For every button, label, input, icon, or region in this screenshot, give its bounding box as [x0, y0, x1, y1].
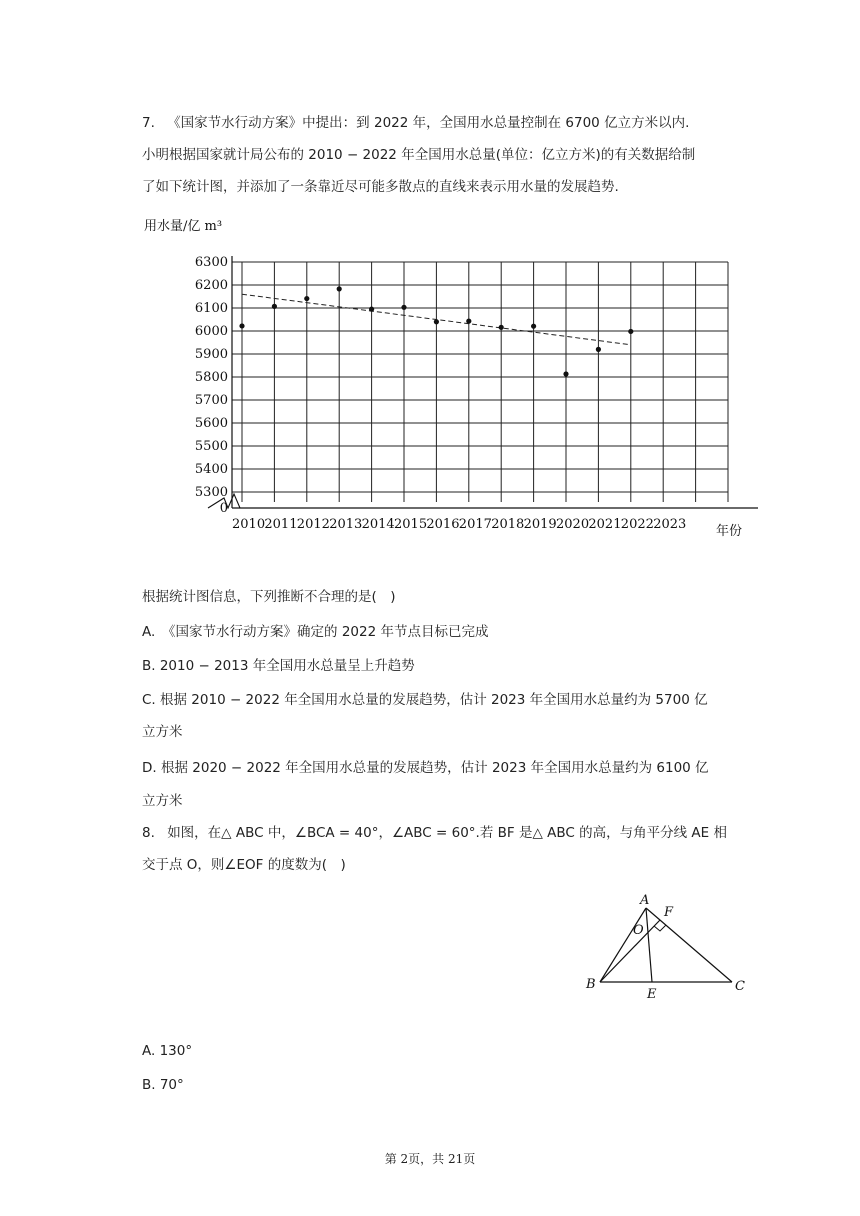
- q7-question: 根据统计图信息，下列推断不合理的是( ): [142, 589, 396, 605]
- page-footer: 第 2页，共 21页: [384, 1152, 476, 1166]
- y-tick-label: 6300: [194, 255, 228, 270]
- x-tick-label: 2015: [394, 517, 428, 532]
- q8-number: 8.: [142, 825, 155, 841]
- y-tick-label: 0: [219, 501, 228, 516]
- y-tick-labels: [195, 255, 228, 516]
- x-axis-label: 年份: [716, 524, 743, 539]
- q7-option-c-line2: 立方米: [142, 724, 183, 740]
- y-tick-label: 6200: [194, 278, 228, 293]
- data-point: [369, 307, 374, 312]
- q7-option-c-line1[interactable]: C. 根据 2010 − 2022 年全国用水总量的发展趋势，估计 2023 年全国用水总量约为 5700 亿: [142, 692, 708, 708]
- q7-option-d-line2: 立方米: [142, 793, 183, 809]
- y-tick-label: 6100: [194, 301, 228, 316]
- x-tick-label: 2012: [296, 517, 330, 532]
- q8-stem-2: 交于点 O，则∠EOF 的度数为( ): [142, 857, 346, 873]
- x-tick-label: 2016: [426, 517, 460, 532]
- q7-stem-3: 了如下统计图，并添加了一条靠近尽可能多散点的直线来表示用水量的发展趋势.: [142, 179, 619, 195]
- data-point: [401, 305, 406, 310]
- x-tick-label: 2017: [458, 517, 492, 532]
- x-tick-label: 2010: [232, 517, 266, 532]
- x-tick-label: 2014: [361, 517, 395, 532]
- water-usage-chart: [138, 210, 758, 550]
- x-tick-label: 2011: [264, 517, 298, 532]
- y-tick-label: 5400: [194, 462, 228, 477]
- q7-option-a[interactable]: A. 《国家节水行动方案》确定的 2022 年节点目标已完成: [142, 624, 489, 640]
- y-tick-label: 5800: [194, 370, 228, 385]
- y-tick-label: 5300: [194, 485, 228, 500]
- y-tick-label: 5700: [194, 393, 228, 408]
- data-point: [466, 319, 471, 324]
- y-tick-label: 5500: [194, 439, 228, 454]
- x-tick-label: 2018: [491, 517, 525, 532]
- x-tick-labels: [232, 517, 686, 532]
- label-b: B: [586, 977, 596, 992]
- q8-option-a[interactable]: A. 130°: [142, 1043, 193, 1059]
- q8-stem-1: 如图，在△ ABC 中，∠BCA = 40°，∠ABC = 60°.若 BF 是△ ABC 的高，与角平分线 AE 相: [167, 825, 727, 841]
- label-e: E: [647, 987, 657, 1002]
- data-point: [596, 347, 601, 352]
- side-ac: [646, 908, 732, 982]
- q7-number: 7.: [142, 115, 155, 131]
- label-a: A: [640, 893, 650, 908]
- x-tick-label: 2019: [523, 517, 557, 532]
- q8-line1: [142, 823, 752, 843]
- data-point: [531, 324, 536, 329]
- side-ab: [600, 908, 646, 982]
- data-point: [239, 323, 244, 328]
- data-point: [434, 319, 439, 324]
- data-point: [628, 329, 633, 334]
- label-c: C: [735, 979, 745, 994]
- q7-line1: [142, 113, 752, 133]
- label-o: O: [633, 923, 644, 938]
- data-point: [499, 325, 504, 330]
- x-tick-label: 2022: [620, 517, 654, 532]
- y-axis-label: 用水量/亿 m³: [144, 219, 223, 234]
- x-tick-label: 2020: [556, 517, 590, 532]
- q7-option-d-line1[interactable]: D. 根据 2020 − 2022 年全国用水总量的发展趋势，估计 2023 年全国用水总量约为 6100 亿: [142, 760, 709, 776]
- data-point: [304, 296, 309, 301]
- data-point: [272, 304, 277, 309]
- triangle-figure: [580, 888, 760, 1003]
- segment-ae: [646, 908, 652, 982]
- x-tick-label: 2021: [588, 517, 622, 532]
- q8-option-b[interactable]: B. 70°: [142, 1077, 184, 1093]
- q7-stem-1: 《国家节水行动方案》中提出：到 2022 年，全国用水总量控制在 6700 亿立方米以内.: [167, 115, 690, 131]
- y-tick-label: 5900: [194, 347, 228, 362]
- y-tick-label: 6000: [194, 324, 228, 339]
- data-point: [337, 286, 342, 291]
- label-f: F: [664, 905, 674, 920]
- q7-option-b[interactable]: B. 2010 − 2013 年全国用水总量呈上升趋势: [142, 658, 415, 674]
- x-tick-label: 2023: [653, 517, 687, 532]
- x-tick-label: 2013: [329, 517, 363, 532]
- data-point: [563, 371, 568, 376]
- y-tick-label: 5600: [194, 416, 228, 431]
- q7-stem-2: 小明根据国家就计局公布的 2010 − 2022 年全国用水总量(单位：亿立方米)的有关数据给制: [142, 147, 696, 163]
- chart-axes: [208, 256, 758, 512]
- right-angle-mark: [654, 925, 666, 931]
